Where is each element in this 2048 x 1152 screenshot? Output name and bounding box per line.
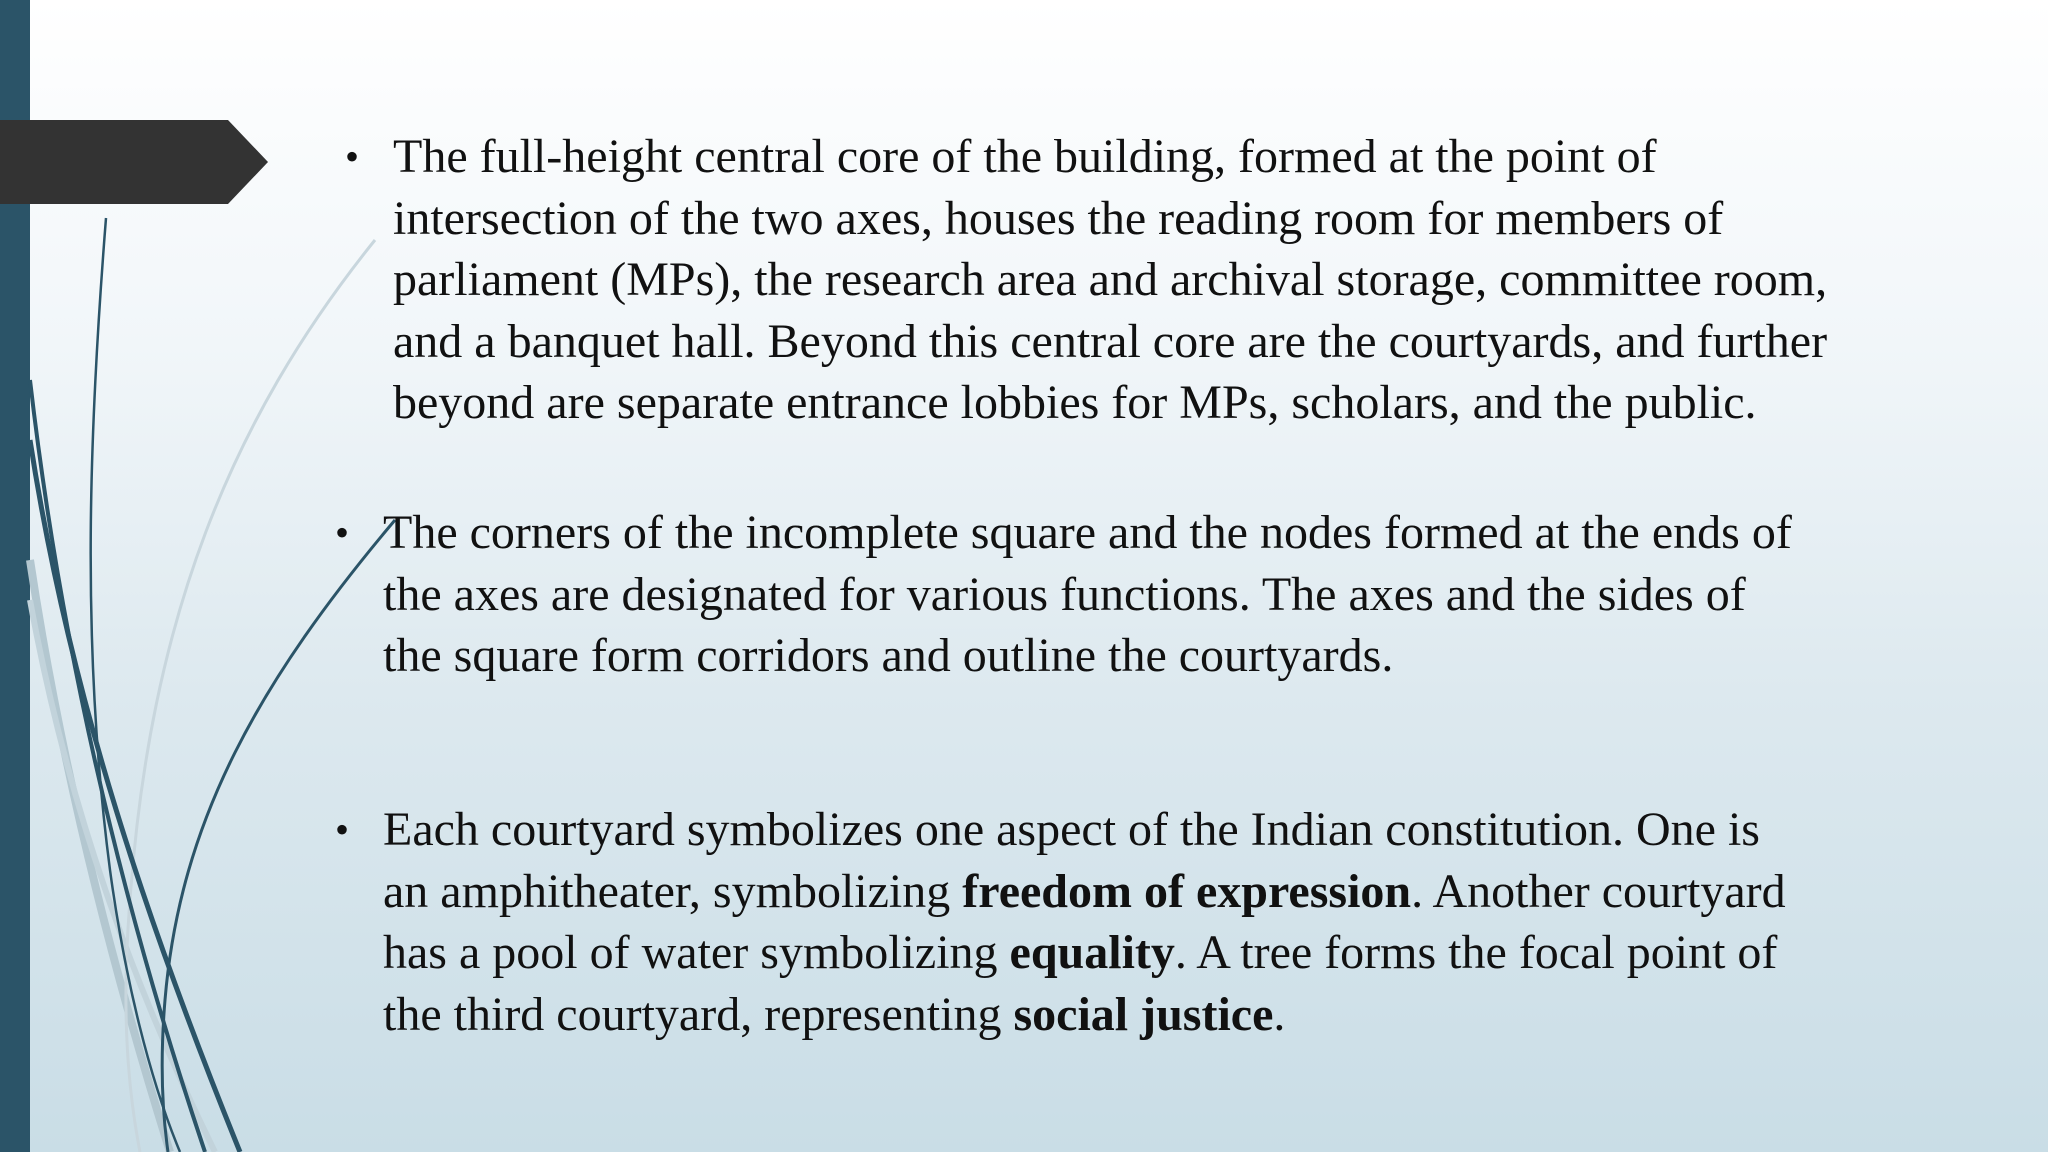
line-text: . A tree forms the focal point of [1174, 926, 1778, 979]
bullet-line [383, 922, 1786, 984]
bullet-line: and a banquet hall. Beyond this central core are the courtyards, and further [393, 314, 1828, 368]
bullet-line: beyond are separate entrance lobbies for MPs, scholars, and the public. [393, 376, 1757, 429]
dark-curve-1 [91, 218, 180, 1152]
bullet-line: intersection of the two axes, houses the reading room for members of [393, 191, 1724, 245]
bullet-item-3 [335, 799, 1786, 1045]
line-text: . Another courtyard [1411, 864, 1786, 918]
bullet-line [383, 861, 1786, 923]
bullet-line [383, 984, 1786, 1046]
bullet-line: parliament (MPs), the research area and archival storage, committee room, [393, 253, 1828, 306]
bullet-item-1 [345, 126, 1828, 434]
emphasis-freedom-of-expression: freedom of expression [962, 864, 1412, 918]
line-text: . [1273, 987, 1286, 1041]
arrow-tab [0, 120, 268, 204]
bullet-line: The corners of the incomplete square and the nodes formed at the ends of [383, 506, 1792, 559]
bullet-line: Each courtyard symbolizes one aspect of the Indian constitution. One is [383, 803, 1760, 856]
bullet-marker: • [345, 134, 360, 179]
bullet-line: The full-height central core of the building, formed at the point of [393, 130, 1657, 183]
dark-curve-2 [30, 380, 205, 1152]
line-text: an amphitheater, symbolizing [383, 864, 963, 918]
bullet-item-2 [335, 502, 1792, 687]
bullet-marker: • [335, 510, 350, 555]
dark-curve-4 [162, 520, 395, 1152]
line-text: the third courtyard, representing [383, 987, 1014, 1041]
bullet-line: the square form corridors and outline the courtyards. [383, 629, 1394, 682]
emphasis-equality: equality [1009, 926, 1175, 979]
emphasis-social-justice: social justice [1013, 987, 1274, 1041]
line-text: has a pool of water symbolizing [383, 926, 1010, 979]
bullet-line: the axes are designated for various functions. The axes and the sides of [383, 567, 1746, 621]
bullet-marker: • [335, 807, 350, 852]
